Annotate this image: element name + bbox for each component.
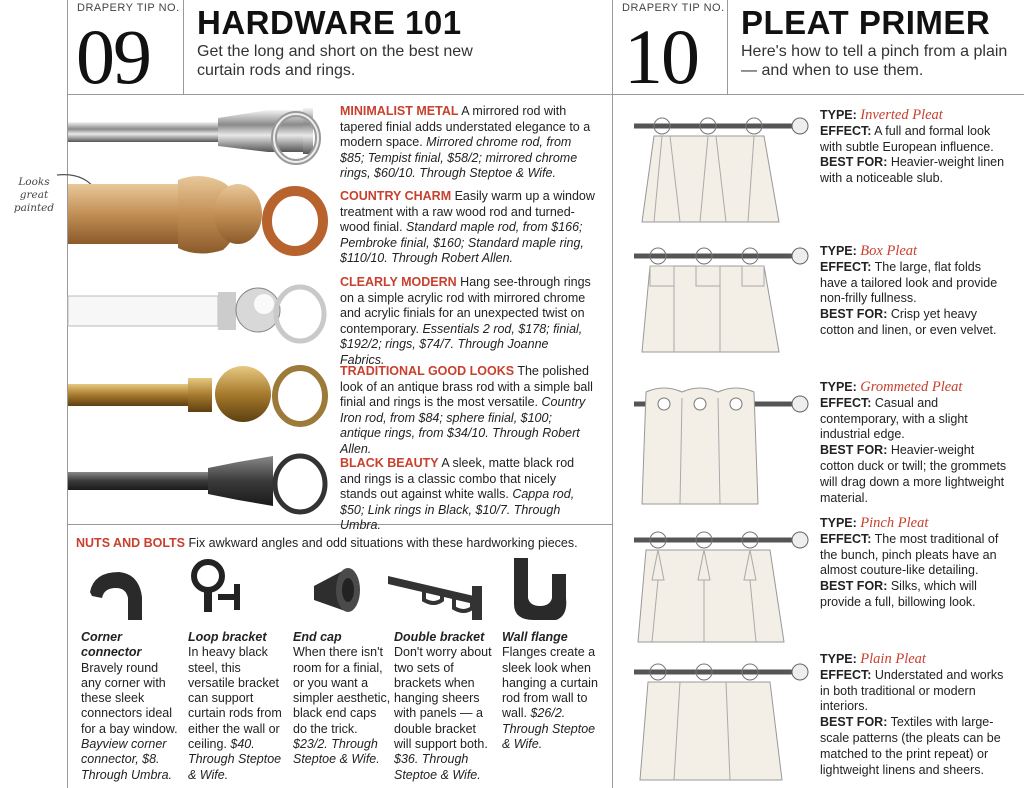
item-black-beauty xyxy=(340,456,595,534)
effect-label: EFFECT: xyxy=(820,395,872,410)
item-credits: Essentials 2 rod, $178; finial, $192/2; rings, $74/7. Through Joanne Fabrics. xyxy=(340,321,583,367)
type-label: TYPE: xyxy=(820,108,857,122)
pleat-type: Plain Pleat xyxy=(860,651,926,667)
acrylic-ring-icon xyxy=(268,282,332,346)
right-tip-number: 10 xyxy=(624,13,698,100)
best-label: BEST FOR: xyxy=(820,307,888,322)
item-body: A sleek, matte black rod and rings is a classic combo that nicely stands out against white walls. xyxy=(340,456,575,502)
type-label: TYPE: xyxy=(820,652,857,666)
type-label: TYPE: xyxy=(820,516,857,530)
item-heading: BLACK BEAUTY xyxy=(340,456,439,470)
item-body: A mirrored rod with tapered finial adds understated elegance to a modern space. xyxy=(340,104,591,150)
piece-double-bracket xyxy=(394,630,496,783)
item-heading: MINIMALIST METAL xyxy=(340,104,459,118)
item-minimalist-metal xyxy=(340,104,595,182)
pleat-effect: A full and formal look with subtle European influence. xyxy=(820,123,994,154)
item-body: The polished look of an antique brass rod with a simple ball finial and rings is the most versatile. xyxy=(340,364,593,410)
piece-body: In heavy black steel, this versatile bracket can support curtain rods from either the wall or ceiling. xyxy=(188,645,282,752)
brass-ring-icon xyxy=(268,362,332,430)
best-label: BEST FOR: xyxy=(820,443,888,458)
plain-pleat-image xyxy=(624,654,814,784)
left-subtitle: Get the long and short on the best new curtain rods and rings. xyxy=(197,43,473,79)
double-bracket-icon xyxy=(384,566,494,626)
effect-label: EFFECT: xyxy=(820,531,872,546)
nuts-body: Fix awkward angles and odd situations with these hardworking pieces. xyxy=(185,536,578,550)
piece-corner-connector xyxy=(81,630,181,783)
piece-body: When there isn't room for a finial, or you want a simpler aesthetic, black end caps do the trick. xyxy=(293,645,391,736)
piece-credits: $36. Through Steptoe & Wife. xyxy=(394,752,481,782)
piece-name: Wall flange xyxy=(502,630,568,644)
pleat-best: Heavier-weight cotton duck or twill; the grommets will drag down a more lightweight material. xyxy=(820,443,1007,505)
chrome-ring-icon xyxy=(268,106,328,170)
piece-name: Loop bracket xyxy=(188,630,267,644)
item-heading: CLEARLY MODERN xyxy=(340,275,457,289)
item-heading: TRADITIONAL GOOD LOOKS xyxy=(340,364,515,378)
pleat-plain xyxy=(820,652,1010,778)
pinch-pleat-image xyxy=(624,520,814,645)
piece-credits: $26/2. Through Steptoe & Wife. xyxy=(502,706,596,752)
left-tip-label: DRAPERY TIP NO. xyxy=(77,2,180,14)
left-tip-number: 09 xyxy=(76,13,150,100)
pleat-effect: Understated and works in both traditional or modern interiors. xyxy=(820,667,1004,714)
item-clearly-modern xyxy=(340,275,595,369)
type-label: TYPE: xyxy=(820,380,857,394)
pleat-box xyxy=(820,244,1010,339)
black-rod-image xyxy=(68,446,278,516)
effect-label: EFFECT: xyxy=(820,259,872,274)
piece-credits: Bayview corner connector, $8. Through Umbra. xyxy=(81,737,173,782)
pleat-effect: Casual and contemporary, with a slight industrial edge. xyxy=(820,395,968,442)
center-gutter xyxy=(612,0,613,788)
acrylic-rod-image xyxy=(68,282,278,342)
item-body: Hang see-through rings on a simple acrylic rod with mirrored chrome and acrylic finials for an unexpected twist on contemporary. xyxy=(340,275,591,336)
right-header-divider xyxy=(727,0,728,94)
pleat-type: Inverted Pleat xyxy=(860,107,943,123)
loop-bracket-icon xyxy=(184,556,254,626)
wood-ring-icon xyxy=(260,184,330,258)
piece-credits: $23/2. Through Steptoe & Wife. xyxy=(293,737,380,767)
best-label: BEST FOR: xyxy=(820,715,888,730)
best-label: BEST FOR: xyxy=(820,155,888,170)
left-header-divider xyxy=(183,0,184,94)
type-label: TYPE: xyxy=(820,244,857,258)
piece-name: Double bracket xyxy=(394,630,485,644)
pleat-type: Grommeted Pleat xyxy=(860,379,963,395)
piece-body: Bravely round any corner with these sleek connectors ideal for a bay window. xyxy=(81,660,178,736)
box-pleat-image xyxy=(624,240,814,360)
piece-loop-bracket xyxy=(188,630,288,783)
pleat-best: Textiles with large-scale patterns (the pleats can be matched to the print repeat) or lightweight linens and sheers. xyxy=(820,715,1001,777)
pleat-best: Silks, which will provide a full, billowing look. xyxy=(820,579,977,609)
piece-end-cap xyxy=(293,630,391,768)
right-tip-label: DRAPERY TIP NO. xyxy=(622,2,725,14)
item-country-charm xyxy=(340,189,595,267)
item-credits: Country Iron rod, from $84; sphere finial, $100; antique rings, from $34/10. Through Robert Allen. xyxy=(340,395,586,456)
piece-wall-flange xyxy=(502,630,602,752)
right-subtitle: Here's how to tell a pinch from a plain — and when to use them. xyxy=(741,43,1008,79)
wall-flange-icon xyxy=(504,554,574,626)
effect-label: EFFECT: xyxy=(820,667,872,682)
item-credits: Standard maple rod, from $166; Pembroke finial, $160; Standard maple ring, $110/10. Through Robert Allen. xyxy=(340,220,584,266)
item-credits: Cappa rod, $50; Link rings in Black, $10/7. Through Umbra. xyxy=(340,487,575,533)
pleat-effect: The most traditional of the bunch, pinch pleats have an almost couture-like detailing. xyxy=(820,531,999,578)
black-ring-icon xyxy=(268,450,332,518)
item-traditional-good-looks xyxy=(340,364,595,458)
inverted-pleat-image xyxy=(624,110,814,230)
pleat-inverted xyxy=(820,108,1010,187)
pleat-grommeted xyxy=(820,380,1010,506)
item-body: Easily warm up a window treatment with a raw wood rod and turned-wood finial. xyxy=(340,189,595,235)
piece-credits: $40. Through Steptoe & Wife. xyxy=(188,737,282,782)
right-title: PLEAT PRIMER xyxy=(741,4,991,41)
nuts-heading: NUTS AND BOLTS xyxy=(76,536,186,550)
item-heading: COUNTRY CHARM xyxy=(340,189,452,203)
nuts-and-bolts-intro xyxy=(76,536,606,550)
piece-body: Don't worry about two sets of brackets when hanging sheers with panels — a double bracket will support both. xyxy=(394,645,492,752)
end-cap-icon xyxy=(308,556,378,626)
piece-name: Corner connector xyxy=(81,630,142,660)
pleat-effect: The large, flat folds have a tailored look and provide non-frilly fullness. xyxy=(820,259,998,306)
grommeted-pleat-image xyxy=(624,378,814,508)
piece-name: End cap xyxy=(293,630,342,644)
pleat-pinch xyxy=(820,516,1010,611)
pleat-type: Box Pleat xyxy=(860,243,918,259)
best-label: BEST FOR: xyxy=(820,579,888,594)
item-credits: Mirrored chrome rod, from $85; Tempist finial, $58/2; mirrored chrome rings, $60/10. Through Steptoe & Wife. xyxy=(340,135,578,181)
pleat-type: Pinch Pleat xyxy=(860,515,929,531)
wood-rod-image xyxy=(68,172,268,262)
corner-connector-icon xyxy=(84,562,154,624)
pleat-best: Heavier-weight linen with a noticeable slub. xyxy=(820,155,1005,186)
margin-note: Looks great painted xyxy=(13,176,55,214)
piece-body: Flanges create a sleek look when hanging a curtain rod from wall to wall. xyxy=(502,645,598,721)
effect-label: EFFECT: xyxy=(820,123,872,138)
brass-rod-image xyxy=(68,360,278,430)
pleat-best: Crisp yet heavy cotton and linen, or even velvet. xyxy=(820,307,997,337)
left-title: HARDWARE 101 xyxy=(197,4,462,41)
